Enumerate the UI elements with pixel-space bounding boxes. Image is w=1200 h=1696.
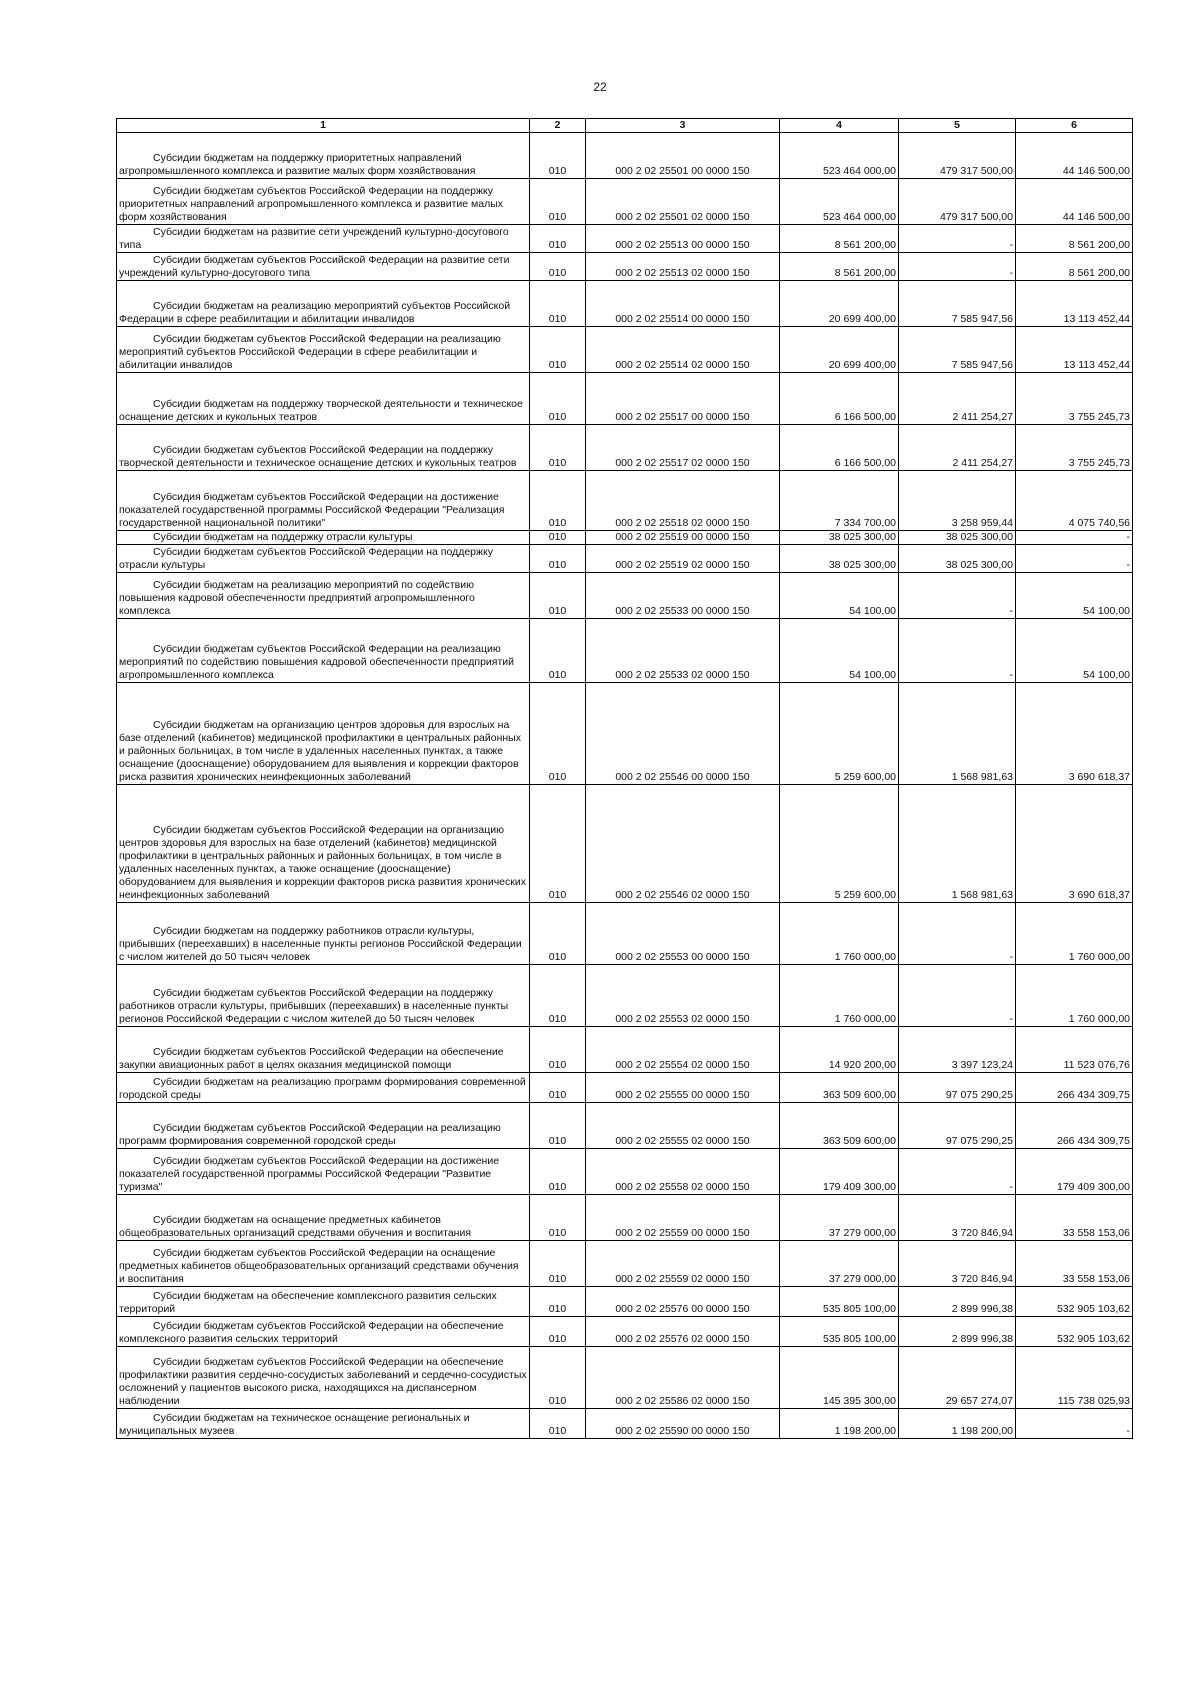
table-row [117, 1149, 1133, 1195]
row-kbk: 000 2 02 25554 02 0000 150 [586, 1027, 780, 1073]
row-name: Субсидии бюджетам субъектов Российской Федерации на развитие сети учреждений культурно-досугового типа [117, 253, 530, 281]
row-value-col5: - [899, 1149, 1016, 1195]
column-header: 4 [780, 119, 899, 133]
row-code: 010 [530, 1347, 586, 1409]
row-value-col6: 1 760 000,00 [1016, 965, 1133, 1027]
row-value-col4: 179 409 300,00 [780, 1149, 899, 1195]
row-value-col6: 115 738 025,93 [1016, 1347, 1133, 1409]
row-kbk: 000 2 02 25553 02 0000 150 [586, 965, 780, 1027]
row-kbk: 000 2 02 25555 00 0000 150 [586, 1073, 780, 1103]
row-code: 010 [530, 281, 586, 327]
row-value-col5: 1 568 981,63 [899, 785, 1016, 903]
table-row [117, 1103, 1133, 1149]
row-code: 010 [530, 133, 586, 179]
row-kbk: 000 2 02 25553 00 0000 150 [586, 903, 780, 965]
row-name: Субсидии бюджетам на оснащение предметных кабинетов общеобразовательных организаций средствами обучения и воспитания [117, 1195, 530, 1241]
table-row [117, 1241, 1133, 1287]
row-name: Субсидии бюджетам на поддержку творческой деятельности и техническое оснащение детских и кукольных театров [117, 373, 530, 425]
table-row [117, 225, 1133, 253]
row-value-col4: 8 561 200,00 [780, 225, 899, 253]
row-value-col5: 479 317 500,00 [899, 179, 1016, 225]
row-value-col6: 179 409 300,00 [1016, 1149, 1133, 1195]
row-kbk: 000 2 02 25513 00 0000 150 [586, 225, 780, 253]
row-value-col4: 363 509 600,00 [780, 1103, 899, 1149]
row-code: 010 [530, 573, 586, 619]
row-value-col6: 266 434 309,75 [1016, 1103, 1133, 1149]
row-value-col4: 14 920 200,00 [780, 1027, 899, 1073]
row-code: 010 [530, 1409, 586, 1439]
row-kbk: 000 2 02 25576 00 0000 150 [586, 1287, 780, 1317]
column-header: 2 [530, 119, 586, 133]
row-name: Субсидии бюджетам субъектов Российской Федерации на реализацию мероприятий по содействию повышения кадровой обеспеченности предприятий агропромышленного комплекса [117, 619, 530, 683]
row-value-col6: 54 100,00 [1016, 619, 1133, 683]
table-row [117, 179, 1133, 225]
row-value-col6: 8 561 200,00 [1016, 253, 1133, 281]
row-name: Субсидии бюджетам на техническое оснащение региональных и муниципальных музеев [117, 1409, 530, 1439]
row-value-col6: 1 760 000,00 [1016, 903, 1133, 965]
row-value-col5: - [899, 573, 1016, 619]
row-value-col6: 13 113 452,44 [1016, 327, 1133, 373]
table-row [117, 133, 1133, 179]
row-value-col4: 54 100,00 [780, 573, 899, 619]
column-header: 5 [899, 119, 1016, 133]
row-code: 010 [530, 1073, 586, 1103]
table-row [117, 471, 1133, 531]
table-row [117, 573, 1133, 619]
row-value-col4: 6 166 500,00 [780, 373, 899, 425]
row-kbk: 000 2 02 25533 02 0000 150 [586, 619, 780, 683]
table-row [117, 531, 1133, 545]
budget-table [116, 118, 1133, 1439]
row-name: Субсидии бюджетам субъектов Российской Федерации на поддержку творческой деятельности и техническое оснащение детских и кукольных театров [117, 425, 530, 471]
row-code: 010 [530, 965, 586, 1027]
row-value-col5: 2 411 254,27 [899, 425, 1016, 471]
row-value-col6: 33 558 153,06 [1016, 1241, 1133, 1287]
row-value-col6: - [1016, 1409, 1133, 1439]
row-code: 010 [530, 785, 586, 903]
row-value-col4: 1 198 200,00 [780, 1409, 899, 1439]
row-value-col4: 37 279 000,00 [780, 1195, 899, 1241]
row-name: Субсидии бюджетам субъектов Российской Федерации на оснащение предметных кабинетов общеобразовательных организаций средствами обучения и воспитания [117, 1241, 530, 1287]
row-code: 010 [530, 471, 586, 531]
row-value-col6: 4 075 740,56 [1016, 471, 1133, 531]
row-value-col6: 3 690 618,37 [1016, 785, 1133, 903]
row-value-col5: 2 899 996,38 [899, 1317, 1016, 1347]
row-value-col4: 8 561 200,00 [780, 253, 899, 281]
row-value-col6: - [1016, 531, 1133, 545]
row-value-col4: 5 259 600,00 [780, 683, 899, 785]
row-value-col4: 1 760 000,00 [780, 965, 899, 1027]
row-code: 010 [530, 1103, 586, 1149]
row-value-col5: 38 025 300,00 [899, 531, 1016, 545]
row-code: 010 [530, 253, 586, 281]
row-value-col5: 38 025 300,00 [899, 545, 1016, 573]
table-row [117, 965, 1133, 1027]
row-value-col4: 20 699 400,00 [780, 281, 899, 327]
row-value-col6: 54 100,00 [1016, 573, 1133, 619]
row-code: 010 [530, 373, 586, 425]
table-row [117, 785, 1133, 903]
row-value-col5: 97 075 290,25 [899, 1073, 1016, 1103]
row-value-col4: 38 025 300,00 [780, 545, 899, 573]
row-kbk: 000 2 02 25519 02 0000 150 [586, 545, 780, 573]
row-name: Субсидии бюджетам субъектов Российской Федерации на поддержку приоритетных направлений агропромышленного комплекса и развитие малых форм хозяйствования [117, 179, 530, 225]
row-value-col5: 479 317 500,00 [899, 133, 1016, 179]
row-value-col4: 1 760 000,00 [780, 903, 899, 965]
row-value-col5: 3 397 123,24 [899, 1027, 1016, 1073]
row-value-col5: 3 258 959,44 [899, 471, 1016, 531]
table-row [117, 1287, 1133, 1317]
row-kbk: 000 2 02 25586 02 0000 150 [586, 1347, 780, 1409]
row-kbk: 000 2 02 25501 00 0000 150 [586, 133, 780, 179]
row-value-col4: 37 279 000,00 [780, 1241, 899, 1287]
row-code: 010 [530, 545, 586, 573]
row-kbk: 000 2 02 25517 00 0000 150 [586, 373, 780, 425]
row-value-col6: - [1016, 545, 1133, 573]
row-name: Субсидии бюджетам субъектов Российской Федерации на организацию центров здоровья для взрослых на базе отделений (кабинетов) медицинской профилактики в центральных районных и районных больницах, в том числе в удаленных населенных пунктах, а также оснащение (дооснащение) оборудованием для выявления и коррекции факторов риска развития хронических неинфекционных заболеваний [117, 785, 530, 903]
row-name: Субсидии бюджетам на реализацию мероприятий субъектов Российской Федерации в сфере реабилитации и абилитации инвалидов [117, 281, 530, 327]
column-header: 1 [117, 119, 530, 133]
row-name: Субсидии бюджетам субъектов Российской Федерации на реализацию программ формирования современной городской среды [117, 1103, 530, 1149]
table-row [117, 1409, 1133, 1439]
column-header: 3 [586, 119, 780, 133]
row-kbk: 000 2 02 25546 00 0000 150 [586, 683, 780, 785]
table-row [117, 1347, 1133, 1409]
row-value-col4: 38 025 300,00 [780, 531, 899, 545]
row-code: 010 [530, 327, 586, 373]
row-kbk: 000 2 02 25517 02 0000 150 [586, 425, 780, 471]
row-name: Субсидии бюджетам субъектов Российской Федерации на поддержку отрасли культуры [117, 545, 530, 573]
row-value-col5: 3 720 846,94 [899, 1195, 1016, 1241]
row-value-col4: 523 464 000,00 [780, 179, 899, 225]
row-code: 010 [530, 1317, 586, 1347]
row-value-col4: 20 699 400,00 [780, 327, 899, 373]
row-code: 010 [530, 179, 586, 225]
row-value-col4: 6 166 500,00 [780, 425, 899, 471]
row-value-col5: - [899, 253, 1016, 281]
row-code: 010 [530, 1195, 586, 1241]
table-body [117, 133, 1133, 1439]
row-value-col4: 523 464 000,00 [780, 133, 899, 179]
row-code: 010 [530, 531, 586, 545]
row-value-col4: 145 395 300,00 [780, 1347, 899, 1409]
row-value-col6: 3 690 618,37 [1016, 683, 1133, 785]
row-name: Субсидия бюджетам субъектов Российской Федерации на достижение показателей государственной программы Российской Федерации "Реализация государственной национальной политики" [117, 471, 530, 531]
row-value-col4: 5 259 600,00 [780, 785, 899, 903]
row-kbk: 000 2 02 25514 00 0000 150 [586, 281, 780, 327]
row-value-col5: 3 720 846,94 [899, 1241, 1016, 1287]
table-row [117, 281, 1133, 327]
row-name: Субсидии бюджетам на поддержку работников отрасли культуры, прибывших (переехавших) в населенные пункты регионов Российской Федерации с числом жителей до 50 тысяч человек [117, 903, 530, 965]
row-value-col6: 266 434 309,75 [1016, 1073, 1133, 1103]
row-value-col5: 2 411 254,27 [899, 373, 1016, 425]
row-name: Субсидии бюджетам субъектов Российской Федерации на реализацию мероприятий субъектов Российской Федерации в сфере реабилитации и абилитации инвалидов [117, 327, 530, 373]
table-row [117, 253, 1133, 281]
row-name: Субсидии бюджетам субъектов Российской Федерации на обеспечение комплексного развития сельских территорий [117, 1317, 530, 1347]
row-value-col6: 532 905 103,62 [1016, 1317, 1133, 1347]
row-value-col4: 7 334 700,00 [780, 471, 899, 531]
row-kbk: 000 2 02 25558 02 0000 150 [586, 1149, 780, 1195]
row-value-col5: - [899, 225, 1016, 253]
table-row [117, 327, 1133, 373]
row-value-col6: 8 561 200,00 [1016, 225, 1133, 253]
row-kbk: 000 2 02 25546 02 0000 150 [586, 785, 780, 903]
table-row [117, 545, 1133, 573]
row-code: 010 [530, 1241, 586, 1287]
row-value-col6: 13 113 452,44 [1016, 281, 1133, 327]
row-value-col6: 11 523 076,76 [1016, 1027, 1133, 1073]
row-value-col5: - [899, 965, 1016, 1027]
row-name: Субсидии бюджетам на поддержку отрасли культуры [117, 531, 530, 545]
row-kbk: 000 2 02 25559 02 0000 150 [586, 1241, 780, 1287]
row-kbk: 000 2 02 25533 00 0000 150 [586, 573, 780, 619]
table-row [117, 1027, 1133, 1073]
row-name: Субсидии бюджетам субъектов Российской Федерации на поддержку работников отрасли культуры, прибывших (переехавших) в населенные пункты регионов Российской Федерации с числом жителей до 50 тысяч человек [117, 965, 530, 1027]
row-value-col5: 97 075 290,25 [899, 1103, 1016, 1149]
row-value-col4: 54 100,00 [780, 619, 899, 683]
row-kbk: 000 2 02 25514 02 0000 150 [586, 327, 780, 373]
page-number: 22 [593, 80, 607, 94]
row-name: Субсидии бюджетам на организацию центров здоровья для взрослых на базе отделений (кабинетов) медицинской профилактики в центральных районных и районных больницах, в том числе в удаленных населенных пунктах, а также оснащение (дооснащение) оборудованием для выявления и коррекции факторов риска развития хронических неинфекционных заболеваний [117, 683, 530, 785]
row-code: 010 [530, 683, 586, 785]
table-row [117, 903, 1133, 965]
row-value-col6: 3 755 245,73 [1016, 373, 1133, 425]
row-kbk: 000 2 02 25576 02 0000 150 [586, 1317, 780, 1347]
table-row [117, 1073, 1133, 1103]
row-value-col5: 1 568 981,63 [899, 683, 1016, 785]
row-value-col5: - [899, 903, 1016, 965]
table-row [117, 373, 1133, 425]
row-code: 010 [530, 1027, 586, 1073]
row-value-col5: 2 899 996,38 [899, 1287, 1016, 1317]
row-name: Субсидии бюджетам субъектов Российской Федерации на достижение показателей государственной программы Российской Федерации "Развитие туризма" [117, 1149, 530, 1195]
table-header-row [117, 119, 1133, 133]
row-name: Субсидии бюджетам на обеспечение комплексного развития сельских территорий [117, 1287, 530, 1317]
row-name: Субсидии бюджетам на поддержку приоритетных направлений агропромышленного комплекса и развитие малых форм хозяйствования [117, 133, 530, 179]
table-row [117, 1317, 1133, 1347]
table-row [117, 683, 1133, 785]
row-name: Субсидии бюджетам на развитие сети учреждений культурно-досугового типа [117, 225, 530, 253]
row-code: 010 [530, 1149, 586, 1195]
row-value-col6: 3 755 245,73 [1016, 425, 1133, 471]
row-kbk: 000 2 02 25555 02 0000 150 [586, 1103, 780, 1149]
row-kbk: 000 2 02 25559 00 0000 150 [586, 1195, 780, 1241]
row-value-col5: 7 585 947,56 [899, 281, 1016, 327]
row-code: 010 [530, 425, 586, 471]
row-value-col5: 29 657 274,07 [899, 1347, 1016, 1409]
row-code: 010 [530, 225, 586, 253]
row-value-col6: 33 558 153,06 [1016, 1195, 1133, 1241]
row-name: Субсидии бюджетам субъектов Российской Федерации на обеспечение закупки авиационных работ в целях оказания медицинской помощи [117, 1027, 530, 1073]
row-value-col6: 44 146 500,00 [1016, 179, 1133, 225]
row-value-col4: 363 509 600,00 [780, 1073, 899, 1103]
row-name: Субсидии бюджетам субъектов Российской Федерации на обеспечение профилактики развития сердечно-сосудистых заболеваний и сердечно-сосудистых осложнений у пациентов высокого риска, находящихся на диспансерном наблюдении [117, 1347, 530, 1409]
table-row [117, 1195, 1133, 1241]
row-code: 010 [530, 619, 586, 683]
row-kbk: 000 2 02 25501 02 0000 150 [586, 179, 780, 225]
row-kbk: 000 2 02 25518 02 0000 150 [586, 471, 780, 531]
row-value-col4: 535 805 100,00 [780, 1317, 899, 1347]
table-row [117, 425, 1133, 471]
row-value-col6: 44 146 500,00 [1016, 133, 1133, 179]
row-code: 010 [530, 903, 586, 965]
row-name: Субсидии бюджетам на реализацию мероприятий по содействию повышения кадровой обеспеченности предприятий агропромышленного комплекса [117, 573, 530, 619]
row-kbk: 000 2 02 25590 00 0000 150 [586, 1409, 780, 1439]
row-kbk: 000 2 02 25513 02 0000 150 [586, 253, 780, 281]
row-value-col5: 7 585 947,56 [899, 327, 1016, 373]
row-value-col6: 532 905 103,62 [1016, 1287, 1133, 1317]
row-value-col5: - [899, 619, 1016, 683]
row-code: 010 [530, 1287, 586, 1317]
column-header: 6 [1016, 119, 1133, 133]
row-name: Субсидии бюджетам на реализацию программ формирования современной городской среды [117, 1073, 530, 1103]
row-kbk: 000 2 02 25519 00 0000 150 [586, 531, 780, 545]
row-value-col4: 535 805 100,00 [780, 1287, 899, 1317]
row-value-col5: 1 198 200,00 [899, 1409, 1016, 1439]
table-row [117, 619, 1133, 683]
